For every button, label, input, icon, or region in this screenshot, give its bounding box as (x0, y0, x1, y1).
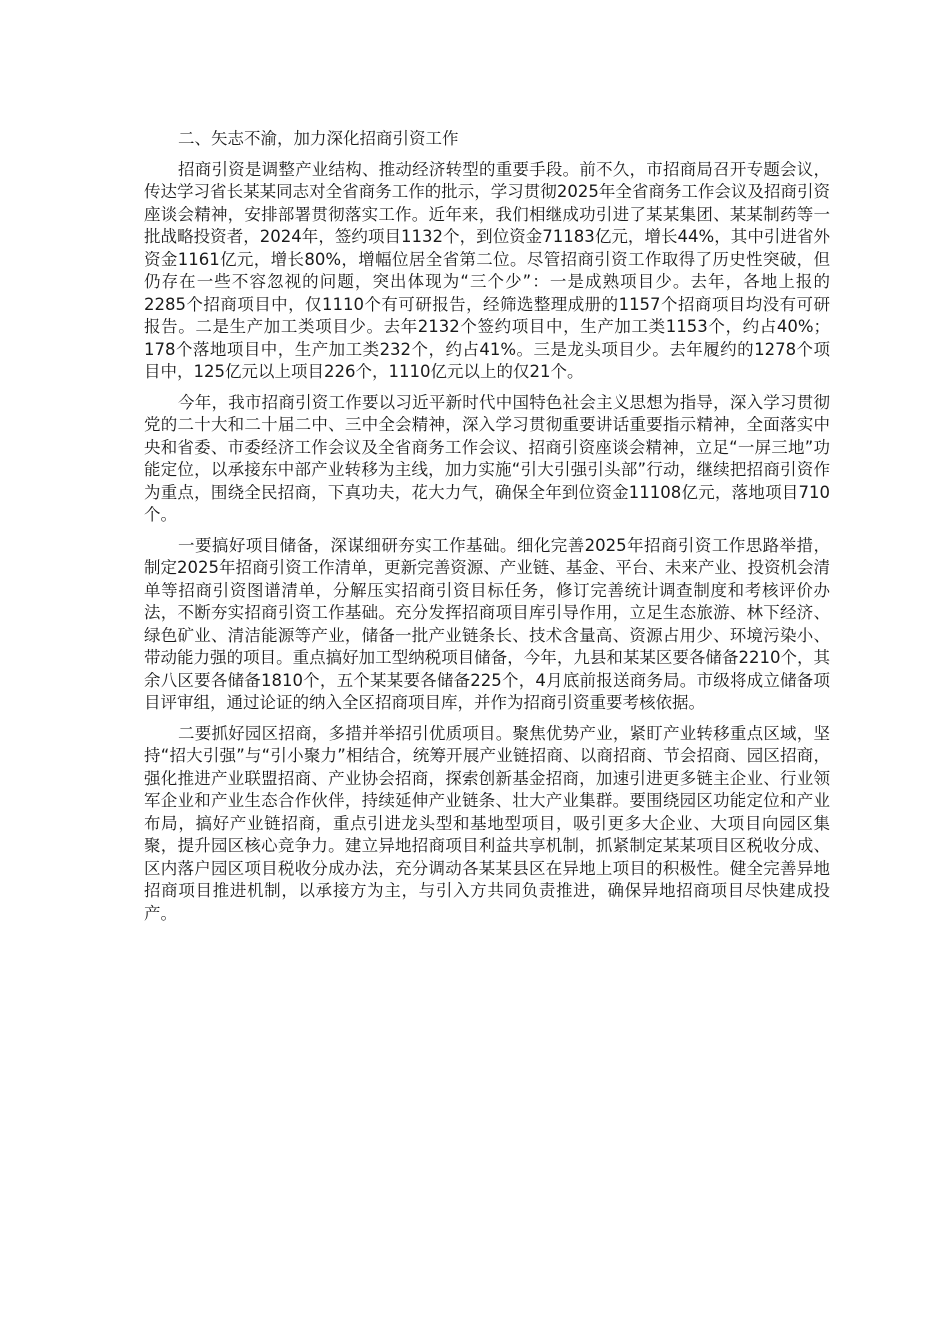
paragraph-1: 招商引资是调整产业结构、推动经济转型的重要手段。前不久，市招商局召开专题会议，传达学习省长某某同志对全省商务工作的批示，学习贯彻2025年全省商务工作会议及招商引资座谈会精神，安排部署贯彻落实工作。近年来，我们相继成功引进了某某集团、某某制药等一批战略投资者，2024年，签约项目1132个，到位资金71183亿元，增长44%，其中引进省外资金1161亿元，增长80%，增幅位居全省第二位。尽管招商引资工作取得了历史性突破，但仍存在一些不容忽视的问题，突出体现为“三个少”：一是成熟项目少。去年，各地上报的2285个招商项目中，仅1110个有可研报告，经筛选整理成册的1157个招商项目均没有可研报告。二是生产加工类项目少。去年2132个签约项目中，生产加工类1153个，约占40%；178个落地项目中，生产加工类232个，约占41%。三是龙头项目少。去年履约的1278个项目中，125亿元以上项目226个，1110亿元以上的仅21个。 (144, 159, 830, 381)
section-heading: 二、矢志不渝，加力深化招商引资工作 (178, 129, 459, 148)
paragraph-4: 二要抓好园区招商，多措并举招引优质项目。聚焦优势产业，紧盯产业转移重点区域，坚持“招大引强”与“引小聚力”相结合，统筹开展产业链招商、以商招商、节会招商、园区招商，强化推进产业联盟招商、产业协会招商，探索创新基金招商，加速引进更多链主企业、行业领军企业和产业生态合作伙伴，持续延伸产业链条、壮大产业集群。要围绕园区功能定位和产业布局，搞好产业链招商，重点引进龙头型和基地型项目，吸引更多大企业、大项目向园区集聚，提升园区核心竞争力。建立异地招商项目利益共享机制，抓紧制定某某项目区税收分成、区内落户园区项目税收分成办法，充分调动各某某县区在异地上项目的积极性。健全完善异地招商项目推进机制，以承接方为主，与引入方共同负责推进，确保异地招商项目尽快建成投产。 (144, 723, 830, 923)
paragraph-2: 今年，我市招商引资工作要以习近平新时代中国特色社会主义思想为指导，深入学习贯彻党的二十大和二十届二中、三中全会精神，深入学习贯彻重要讲话重要指示精神，全面落实中央和省委、市委经济工作会议及全省商务工作会议、招商引资座谈会精神，立足“一屏三地”功能定位，以承接东中部产业转移为主线，加力实施“引大引强引头部”行动，继续把招商引资作为重点，围绕全民招商，下真功夫，花大力气，确保全年到位资金11108亿元，落地项目710个。 (144, 392, 830, 524)
document-body (144, 128, 830, 933)
paragraph-3: 一要搞好项目储备，深谋细研夯实工作基础。细化完善2025年招商引资工作思路举措，制定2025年招商引资工作清单，更新完善资源、产业链、基金、平台、未来产业、投资机会清单等招商引资图谱清单，分解压实招商引资目标任务，修订完善统计调查制度和考核评价办法，不断夯实招商引资工作基础。充分发挥招商项目库引导作用，立足生态旅游、林下经济、绿色矿业、清洁能源等产业，储备一批产业链条长、技术含量高、资源占用少、环境污染小、带动能力强的项目。重点搞好加工型纳税项目储备，今年，九县和某某区要各储备2210个，其余八区要各储备1810个，五个某某要各储备225个，4月底前报送商务局。市级将成立储备项目评审组，通过论证的纳入全区招商项目库，并作为招商引资重要考核依据。 (144, 535, 830, 712)
